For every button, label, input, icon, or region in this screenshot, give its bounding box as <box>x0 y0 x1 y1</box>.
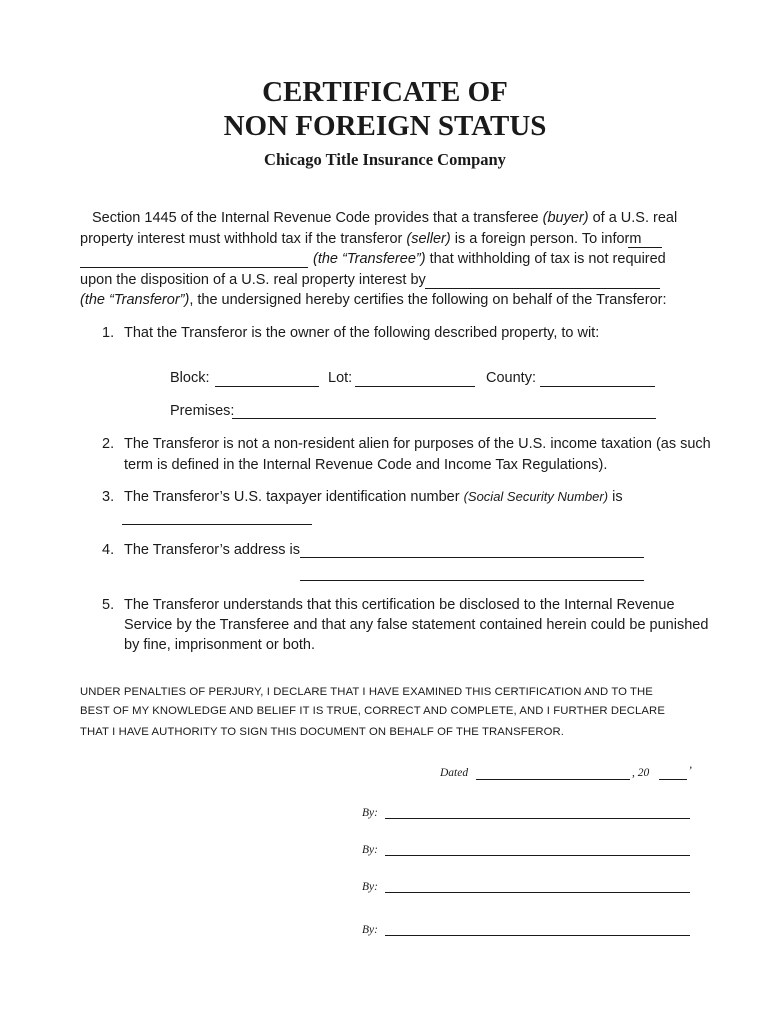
intro-line-2 <box>80 231 641 247</box>
item-4-text: The Transferor’s address is <box>124 542 300 558</box>
item-4-number: 4. <box>102 542 115 558</box>
intro-text: property interest must withhold tax if the transferor <box>80 231 407 247</box>
company-name: Chicago Title Insurance Company <box>264 150 506 169</box>
item-3-text-italic: (Social Security Number) <box>463 489 609 504</box>
by-label-4: By: <box>362 924 378 936</box>
intro-text-italic: (the “Transferor”) <box>80 292 190 308</box>
title-line-1: CERTIFICATE OF <box>262 76 508 108</box>
county-label: County: <box>486 370 536 386</box>
signature-line-3[interactable] <box>385 892 690 893</box>
declaration-line-2: BEST OF MY KNOWLEDGE AND BELIEF IT IS TRUE, CORRECT AND COMPLETE, AND I FURTHER DECLARE <box>80 705 665 717</box>
declaration-line-3: THAT I HAVE AUTHORITY TO SIGN THIS DOCUMENT ON BEHALF OF THE TRANSFEROR. <box>80 726 565 738</box>
intro-text-italic: (seller) <box>406 231 451 247</box>
lot-field[interactable] <box>355 386 475 387</box>
year-field[interactable] <box>659 779 687 780</box>
declaration-line-1: UNDER PENALTIES OF PERJURY, I DECLARE THAT I HAVE EXAMINED THIS CERTIFICATION AND TO THE <box>80 686 653 698</box>
lot-label: Lot: <box>328 370 353 386</box>
intro-text: , the undersigned hereby certifies the following on behalf of the Transferor: <box>189 292 667 308</box>
item-3-text-part: is <box>608 489 623 505</box>
item-5-number: 5. <box>102 597 115 613</box>
signature-line-4[interactable] <box>385 935 690 936</box>
item-3-text-part: The Transferor’s U.S. taxpayer identification number <box>124 489 464 505</box>
intro-line-1 <box>92 210 677 226</box>
item-5-text-line-3: by fine, imprisonment or both. <box>124 637 316 653</box>
taxpayer-id-field[interactable] <box>122 524 312 525</box>
transferor-name-blank[interactable] <box>425 288 660 289</box>
year-prefix: , 20 <box>632 767 650 779</box>
item-1-number: 1. <box>102 325 115 341</box>
intro-line-5 <box>80 292 667 308</box>
intro-text-italic: (buyer) <box>542 210 589 226</box>
by-label-2: By: <box>362 844 378 856</box>
address-field-line-2[interactable] <box>300 580 644 581</box>
signature-line-2[interactable] <box>385 855 690 856</box>
year-suffix: ’ <box>688 765 692 777</box>
item-5-text-line-1: The Transferor understands that this certification be disclosed to the Internal Revenue <box>124 597 675 613</box>
county-field[interactable] <box>540 386 655 387</box>
intro-text: that withholding of tax is not required <box>425 251 666 267</box>
transferee-name-blank-1[interactable] <box>628 247 662 248</box>
intro-text: is a foreign person. To inform <box>450 231 642 247</box>
block-label: Block: <box>170 370 210 386</box>
item-2-text-line-1: The Transferor is not a non-resident alien for purposes of the U.S. income taxation (as such <box>124 436 711 452</box>
by-label-3: By: <box>362 881 378 893</box>
block-field[interactable] <box>215 386 319 387</box>
premises-label: Premises: <box>170 403 235 419</box>
premises-field[interactable] <box>232 418 656 419</box>
item-2-number: 2. <box>102 436 115 452</box>
intro-text: of a U.S. real <box>588 210 678 226</box>
address-field-line-1[interactable] <box>300 557 644 558</box>
item-1-text: That the Transferor is the owner of the following described property, to wit: <box>124 325 600 341</box>
transferee-name-blank-2[interactable] <box>80 267 308 268</box>
title-line-2: NON FOREIGN STATUS <box>223 110 547 142</box>
date-field[interactable] <box>476 779 630 780</box>
item-5-text-line-2: Service by the Transferee and that any false statement contained herein could be punished <box>124 617 709 633</box>
by-label-1: By: <box>362 807 378 819</box>
intro-line-3 <box>313 251 666 267</box>
item-2-text-line-2: term is defined in the Internal Revenue Code and Income Tax Regulations). <box>124 457 608 473</box>
intro-text: Section 1445 of the Internal Revenue Code provides that a transferee <box>92 210 543 226</box>
dated-label: Dated <box>440 767 469 779</box>
item-3-text <box>124 489 623 505</box>
intro-line-4: upon the disposition of a U.S. real property interest by <box>80 272 426 288</box>
signature-line-1[interactable] <box>385 818 690 819</box>
item-3-number: 3. <box>102 489 115 505</box>
intro-text-italic: (the “Transferee”) <box>313 251 426 267</box>
